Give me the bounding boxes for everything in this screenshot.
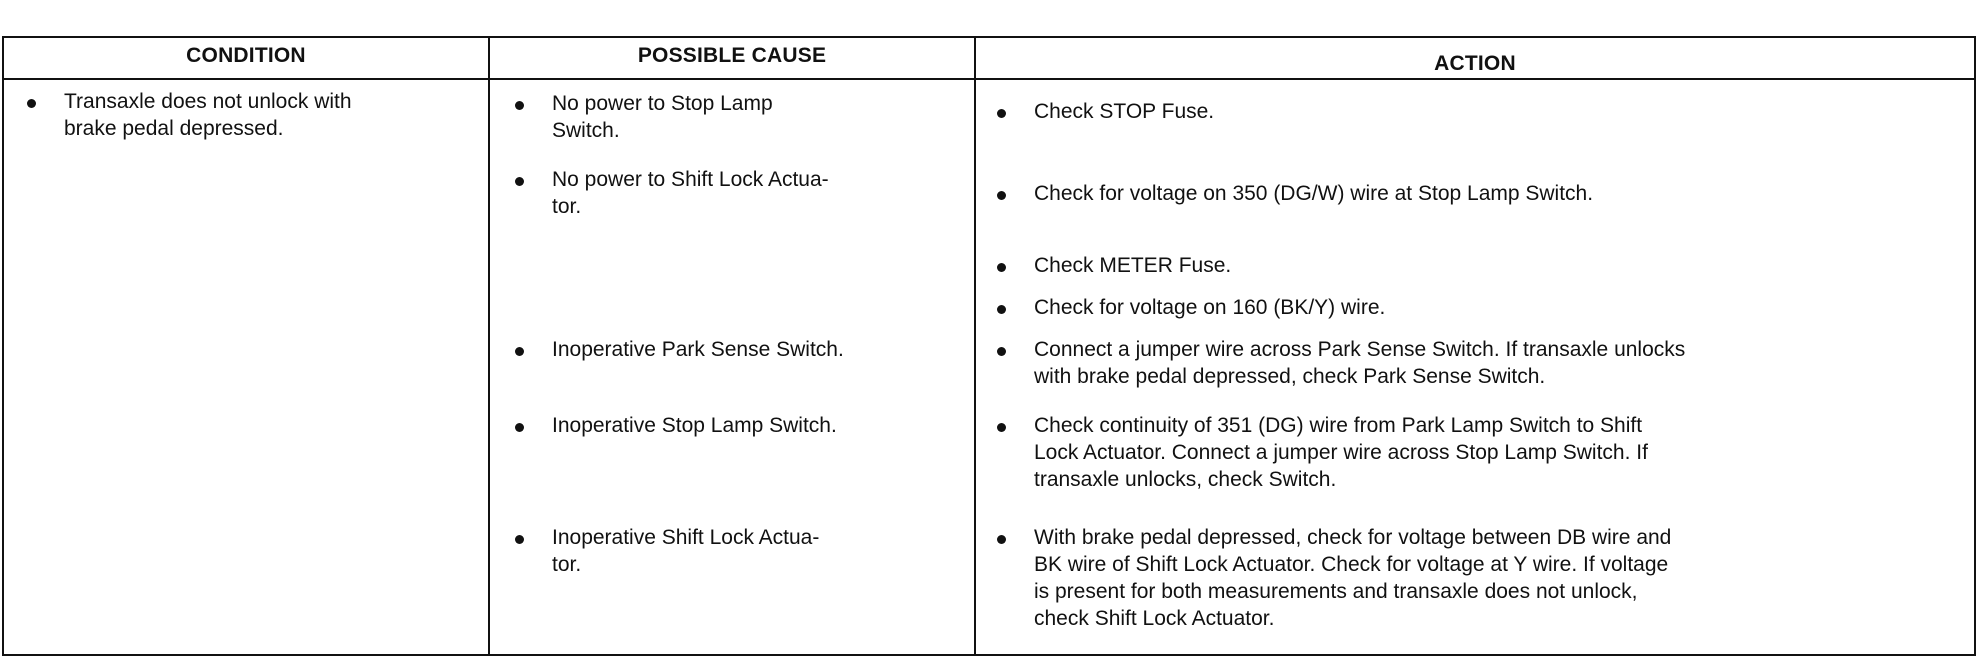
action-line: is present for both measurements and transaxle does not unlock, [1034, 580, 1638, 603]
cause-line: tor. [552, 195, 582, 218]
bullet-icon [994, 412, 1008, 439]
bullet-icon [994, 252, 1008, 279]
action-line: with brake pedal depressed, check Park Sense Switch. [1034, 365, 1546, 388]
bullet-icon [24, 88, 38, 115]
action-line: Check STOP Fuse. [1034, 100, 1215, 123]
column-divider [974, 38, 976, 654]
header-divider [4, 78, 1974, 80]
condition-line: brake pedal depressed. [64, 117, 284, 140]
bullet-icon [512, 90, 526, 117]
bullet-icon [994, 294, 1008, 321]
action-line: Check continuity of 351 (DG) wire from Park Lamp Switch to Shift [1034, 414, 1643, 437]
condition-line: Transaxle does not unlock with [64, 90, 352, 113]
action-line: Check for voltage on 160 (BK/Y) wire. [1034, 296, 1386, 319]
bullet-icon [512, 336, 526, 363]
action-line: Lock Actuator. Connect a jumper wire across Stop Lamp Switch. If [1034, 441, 1648, 464]
action-line: Check for voltage on 350 (DG/W) wire at Stop Lamp Switch. [1034, 182, 1594, 205]
cause-line: No power to Shift Lock Actua- [552, 168, 829, 191]
bullet-icon [512, 524, 526, 551]
action-line: Check METER Fuse. [1034, 254, 1232, 277]
column-divider [488, 38, 490, 654]
action-line: check Shift Lock Actuator. [1034, 607, 1275, 630]
bullet-icon [994, 98, 1008, 125]
cause-line: Inoperative Park Sense Switch. [552, 338, 844, 361]
cause-line: No power to Stop Lamp [552, 92, 773, 115]
cause-line: Inoperative Shift Lock Actua- [552, 526, 820, 549]
bullet-icon [994, 336, 1008, 363]
action-line: Connect a jumper wire across Park Sense Switch. If transaxle unlocks [1034, 338, 1686, 361]
bullet-icon [994, 524, 1008, 551]
bullet-icon [512, 166, 526, 193]
header-action: ACTION [1434, 52, 1516, 75]
action-line: transaxle unlocks, check Switch. [1034, 468, 1337, 491]
cause-line: Inoperative Stop Lamp Switch. [552, 414, 837, 437]
diagnosis-table [2, 36, 1976, 656]
bullet-icon [994, 180, 1008, 207]
action-line: BK wire of Shift Lock Actuator. Check for voltage at Y wire. If voltage [1034, 553, 1669, 576]
cause-line: Switch. [552, 119, 620, 142]
header-condition: CONDITION [186, 44, 306, 67]
action-line: With brake pedal depressed, check for voltage between DB wire and [1034, 526, 1672, 549]
bullet-icon [512, 412, 526, 439]
header-possible-cause: POSSIBLE CAUSE [637, 44, 827, 67]
cause-line: tor. [552, 553, 582, 576]
